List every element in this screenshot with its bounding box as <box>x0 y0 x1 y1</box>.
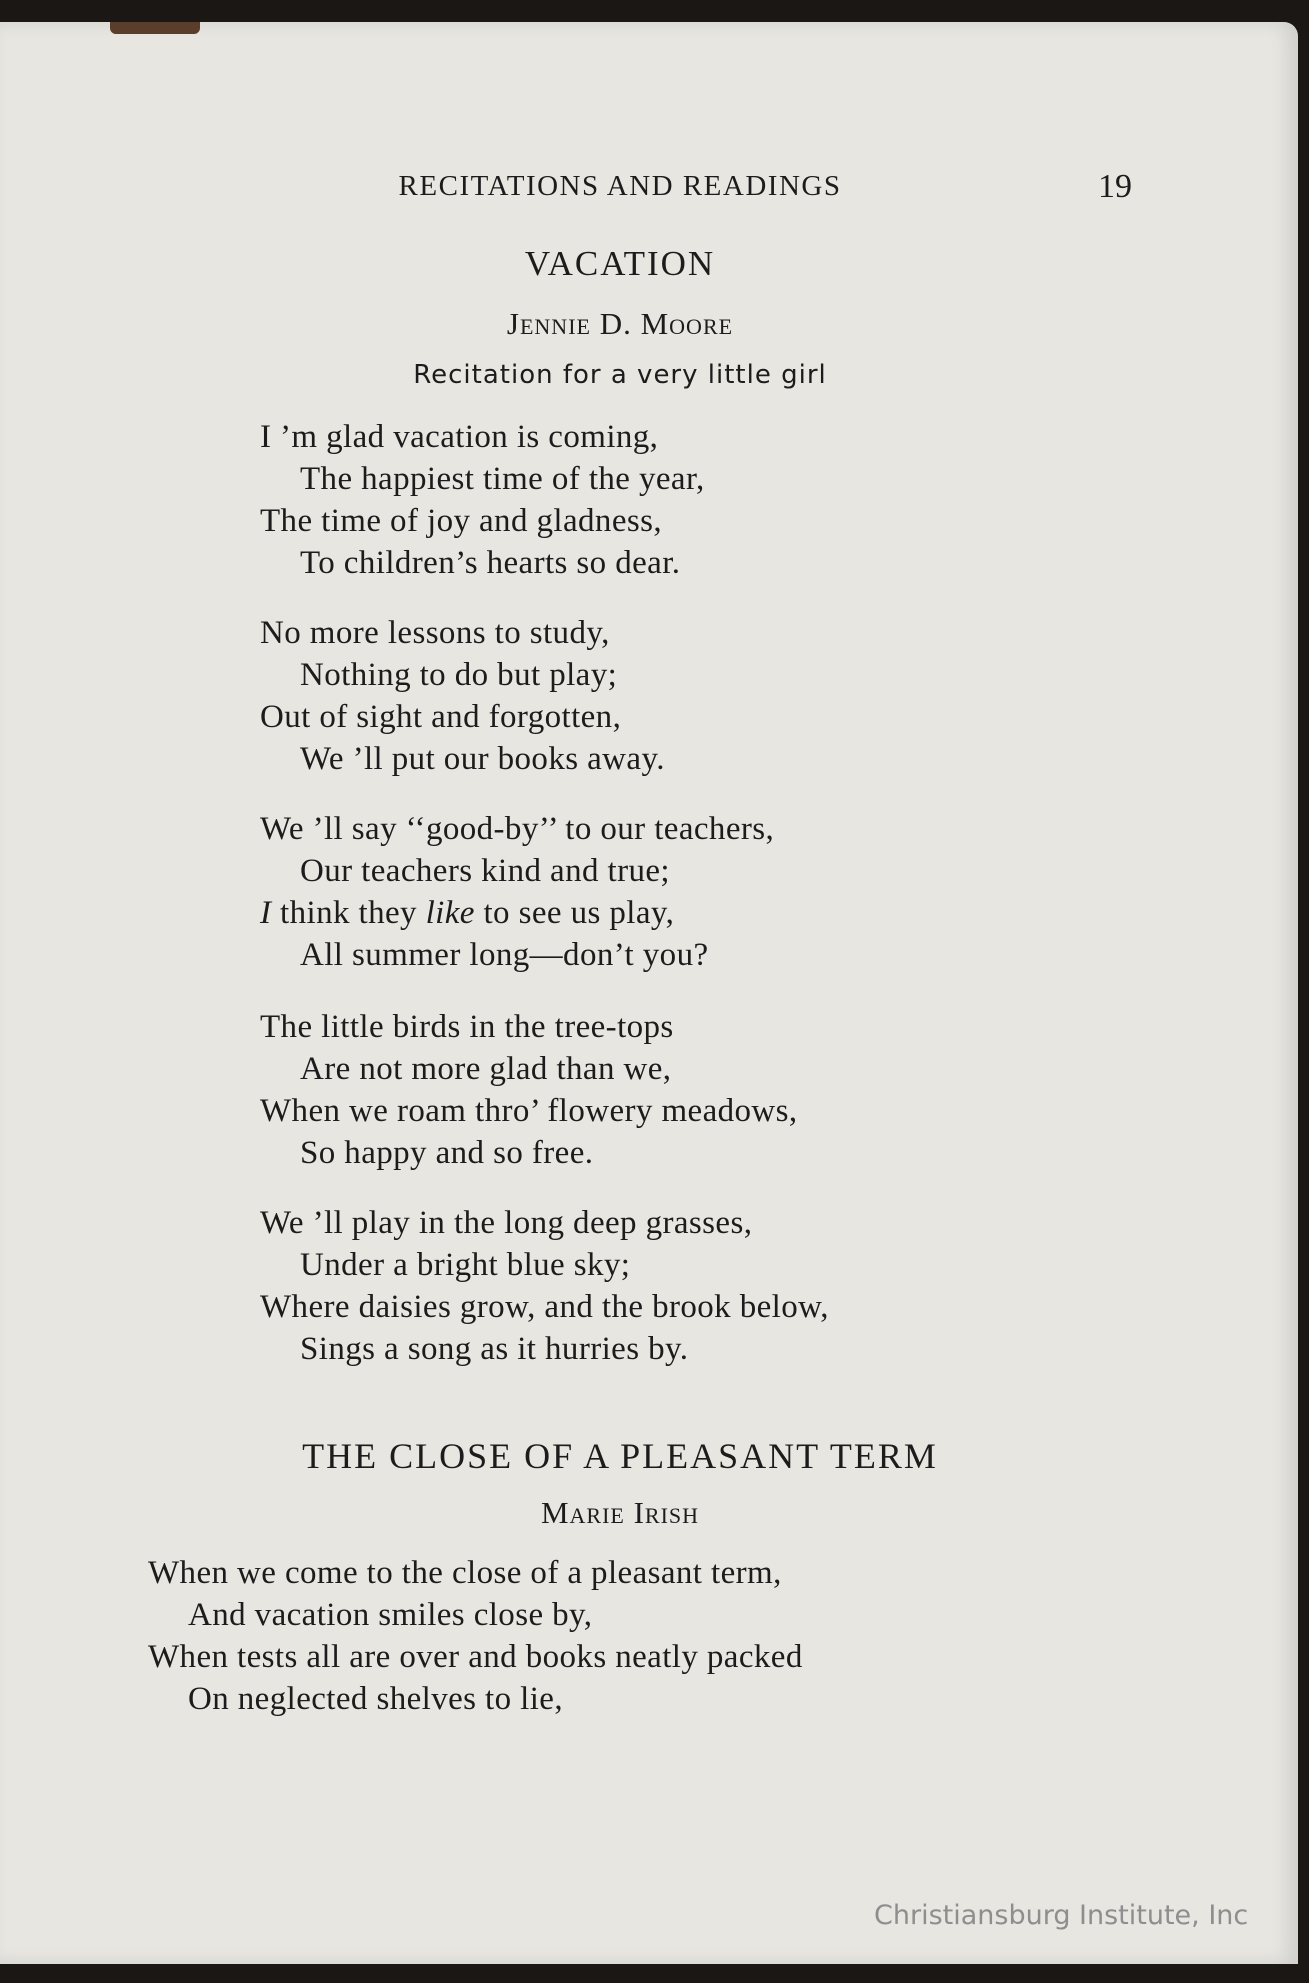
stanza <box>148 1552 803 1720</box>
poem-line: Where daisies grow, and the brook below, <box>260 1289 829 1325</box>
poem-line: To children’s hearts so dear. <box>300 545 681 581</box>
poem-line: We ’ll play in the long deep grasses, <box>260 1205 753 1241</box>
running-header: RECITATIONS AND READINGS <box>398 170 842 202</box>
poem-line: Nothing to do but play; <box>300 657 618 693</box>
poem-line: So happy and so free. <box>300 1135 594 1171</box>
poem-line: Out of sight and forgotten, <box>260 699 622 735</box>
poem-line: The time of joy and gladness, <box>260 503 663 539</box>
italic-word: I <box>260 895 272 931</box>
poem-title: THE CLOSE OF A PLEASANT TERM <box>302 1436 938 1476</box>
poem-author: Marie Irish <box>540 1495 700 1530</box>
poem-line-part: think they <box>271 895 426 931</box>
poem-subtitle: Recitation for a very little girl <box>413 360 827 390</box>
poem-line: Our teachers kind and true; <box>300 853 670 889</box>
stanza <box>260 808 774 976</box>
poem-line: We ’ll say ‘‘good-by’’ to our teachers, <box>260 811 775 847</box>
poem-line: We ’ll put our books away. <box>300 741 665 777</box>
poem-author: Jennie D. Moore <box>506 306 734 341</box>
poem-line: The little birds in the tree-tops <box>260 1009 674 1045</box>
italic-word: like <box>425 895 475 931</box>
poem-line: When we come to the close of a pleasant term, <box>148 1555 782 1591</box>
poem-line <box>260 892 774 934</box>
poem-line: Under a bright blue sky; <box>300 1247 631 1283</box>
poem-line: I ’m glad vacation is coming, <box>260 419 659 455</box>
poem-line: The happiest time of the year, <box>300 461 705 497</box>
poem-line: All summer long—don’t you? <box>300 937 709 973</box>
watermark-text: Christiansburg Institute, Inc <box>874 1900 1249 1931</box>
page-number: 19 <box>1098 168 1132 205</box>
stanza <box>260 1006 798 1174</box>
poem-line: When tests all are over and books neatly packed <box>148 1639 803 1675</box>
stanza <box>260 612 665 780</box>
poem-line: On neglected shelves to lie, <box>188 1681 564 1717</box>
poem-line: Sings a song as it hurries by. <box>300 1331 689 1367</box>
stanza <box>260 416 705 584</box>
poem-line: And vacation smiles close by, <box>188 1597 593 1633</box>
document-page <box>0 22 1298 1964</box>
poem-line-part: to see us play, <box>474 895 675 931</box>
poem-line: Are not more glad than we, <box>300 1051 672 1087</box>
stanza <box>260 1202 829 1370</box>
poem-line: No more lessons to study, <box>260 615 610 651</box>
poem-title: VACATION <box>524 244 716 283</box>
torn-paper-strip <box>110 22 200 34</box>
poem-line: When we roam thro’ flowery meadows, <box>260 1093 798 1129</box>
